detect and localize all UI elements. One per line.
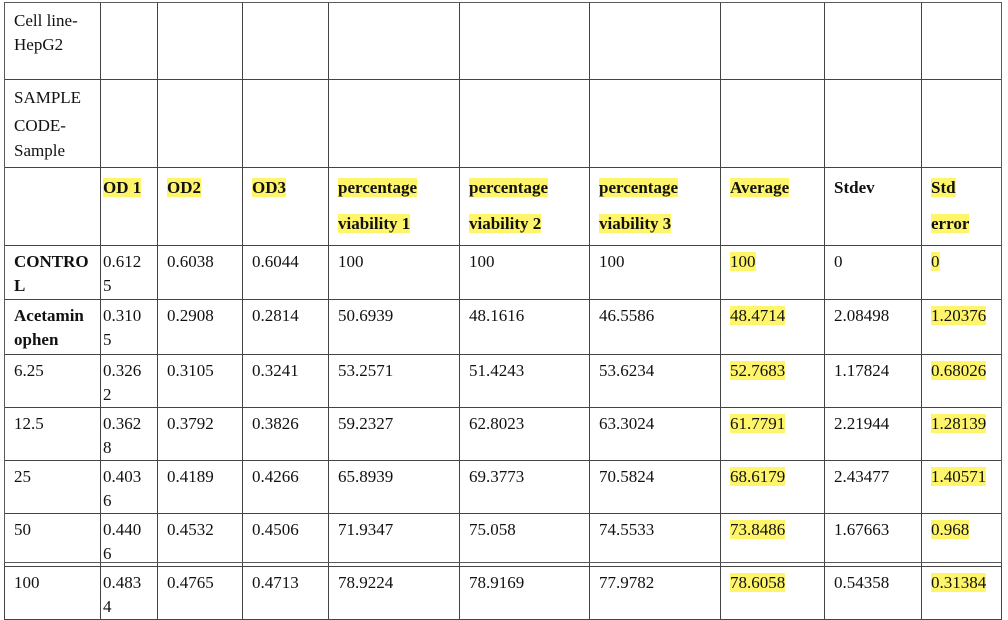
cell-value: 0.4406 [103, 520, 142, 563]
cell-value: 0.4765 [167, 573, 214, 592]
cell-value: 100 [730, 252, 756, 271]
cell-value: 0.2908 [167, 306, 214, 325]
cell-value: 0.3628 [103, 414, 142, 457]
cell-value: 63.3024 [599, 414, 655, 433]
cell-value: 100 [599, 252, 625, 271]
cell-value: 0.968 [931, 520, 970, 539]
cell-value: 0.4713 [252, 573, 299, 592]
cell-value: 0.6044 [252, 252, 299, 271]
table-cell [329, 567, 460, 620]
cell-value: 50.6939 [338, 306, 394, 325]
cell-value: 78.9169 [469, 573, 525, 592]
column-header-text: percentage [338, 178, 417, 197]
cell-line-text-2: HepG2 [14, 35, 64, 54]
column-header-text: percentage [599, 178, 678, 197]
cell-value: 0.4532 [167, 520, 214, 539]
column-header-text: OD2 [167, 178, 201, 197]
cell-value: 0.3241 [252, 361, 299, 380]
row-label: CONTROL [5, 246, 101, 300]
column-header-text: viability 3 [599, 214, 672, 233]
cell-value: 100 [338, 252, 364, 271]
cell-value: 0.4506 [252, 520, 299, 539]
column-header-text: Std [931, 178, 956, 197]
column-header-text: percentage [469, 178, 548, 197]
cell-value: 46.5586 [599, 306, 655, 325]
cell-value: 1.28139 [931, 414, 987, 433]
sample-text-3: Sample [14, 141, 65, 160]
cell-value: 0.54358 [834, 573, 890, 592]
cell-value: 2.43477 [834, 467, 890, 486]
cell-value: 0.6125 [103, 252, 142, 295]
row-label: 100 [5, 567, 101, 620]
cell-value: 100 [469, 252, 495, 271]
cell-value: 78.6058 [730, 573, 786, 592]
table-cell [590, 567, 721, 620]
cell-value: 65.8939 [338, 467, 394, 486]
table-cell [158, 567, 243, 620]
cell-value: 0.3262 [103, 361, 142, 404]
table-row [5, 567, 1002, 620]
cell-value: 0.4266 [252, 467, 299, 486]
cell-value: 0 [834, 252, 843, 271]
column-header-text: viability 1 [338, 214, 411, 233]
cell-value: 0.3105 [167, 361, 214, 380]
cell-value: 74.5533 [599, 520, 655, 539]
cell-value: 59.2327 [338, 414, 394, 433]
cell-value: 61.7791 [730, 414, 786, 433]
cell-value: 62.8023 [469, 414, 525, 433]
cell-value: 0 [931, 252, 940, 271]
cell-value: 48.4714 [730, 306, 786, 325]
row-label: 12.5 [5, 408, 101, 461]
cell-value: 0.4834 [103, 573, 142, 616]
cell-value: 69.3773 [469, 467, 525, 486]
column-header-text: OD3 [252, 178, 286, 197]
cell-value: 0.3792 [167, 414, 214, 433]
cell-value: 0.4189 [167, 467, 214, 486]
row-label: Acetaminophen [5, 300, 101, 355]
cell-value: 0.68026 [931, 361, 987, 380]
cell-value: 48.1616 [469, 306, 525, 325]
cell-value: 1.67663 [834, 520, 890, 539]
column-header-text: OD 1 [103, 178, 142, 197]
sample-text-1: SAMPLE [14, 88, 82, 107]
column-header-text: Stdev [834, 178, 875, 197]
cell-value: 0.3105 [103, 306, 142, 349]
cell-value: 1.20376 [931, 306, 987, 325]
cell-value: 52.7683 [730, 361, 786, 380]
table-cell [460, 567, 590, 620]
row-label: 25 [5, 461, 101, 514]
table-cell [101, 567, 158, 620]
cell-value: 0.4036 [103, 467, 142, 510]
cell-value: 0.3826 [252, 414, 299, 433]
cell-value: 2.21944 [834, 414, 890, 433]
cell-value: 51.4243 [469, 361, 525, 380]
sample-text-2: CODE- [14, 116, 66, 135]
table-frame [4, 2, 1002, 563]
cell-value: 53.2571 [338, 361, 394, 380]
table-cell [825, 567, 922, 620]
cell-value: 1.17824 [834, 361, 890, 380]
cell-value: 73.8486 [730, 520, 786, 539]
cell-value: 70.5824 [599, 467, 655, 486]
cell-line-text-1: Cell line- [14, 11, 78, 30]
cell-value: 0.6038 [167, 252, 214, 271]
cell-value: 0.2814 [252, 306, 299, 325]
cell-value: 0.31384 [931, 573, 987, 592]
column-header-text: error [931, 214, 970, 233]
column-header-text: viability 2 [469, 214, 542, 233]
table-cell [922, 567, 1002, 620]
cell-value: 78.9224 [338, 573, 394, 592]
cell-value: 2.08498 [834, 306, 890, 325]
cell-value: 53.6234 [599, 361, 655, 380]
table-cell [243, 567, 329, 620]
cell-value: 71.9347 [338, 520, 394, 539]
row-label: 6.25 [5, 355, 101, 408]
cell-value: 1.40571 [931, 467, 987, 486]
cell-value: 75.058 [469, 520, 516, 539]
table-cell [721, 567, 825, 620]
row-label: 50 [5, 514, 101, 567]
cell-value: 77.9782 [599, 573, 655, 592]
cell-value: 68.6179 [730, 467, 786, 486]
column-header-text: Average [730, 178, 790, 197]
